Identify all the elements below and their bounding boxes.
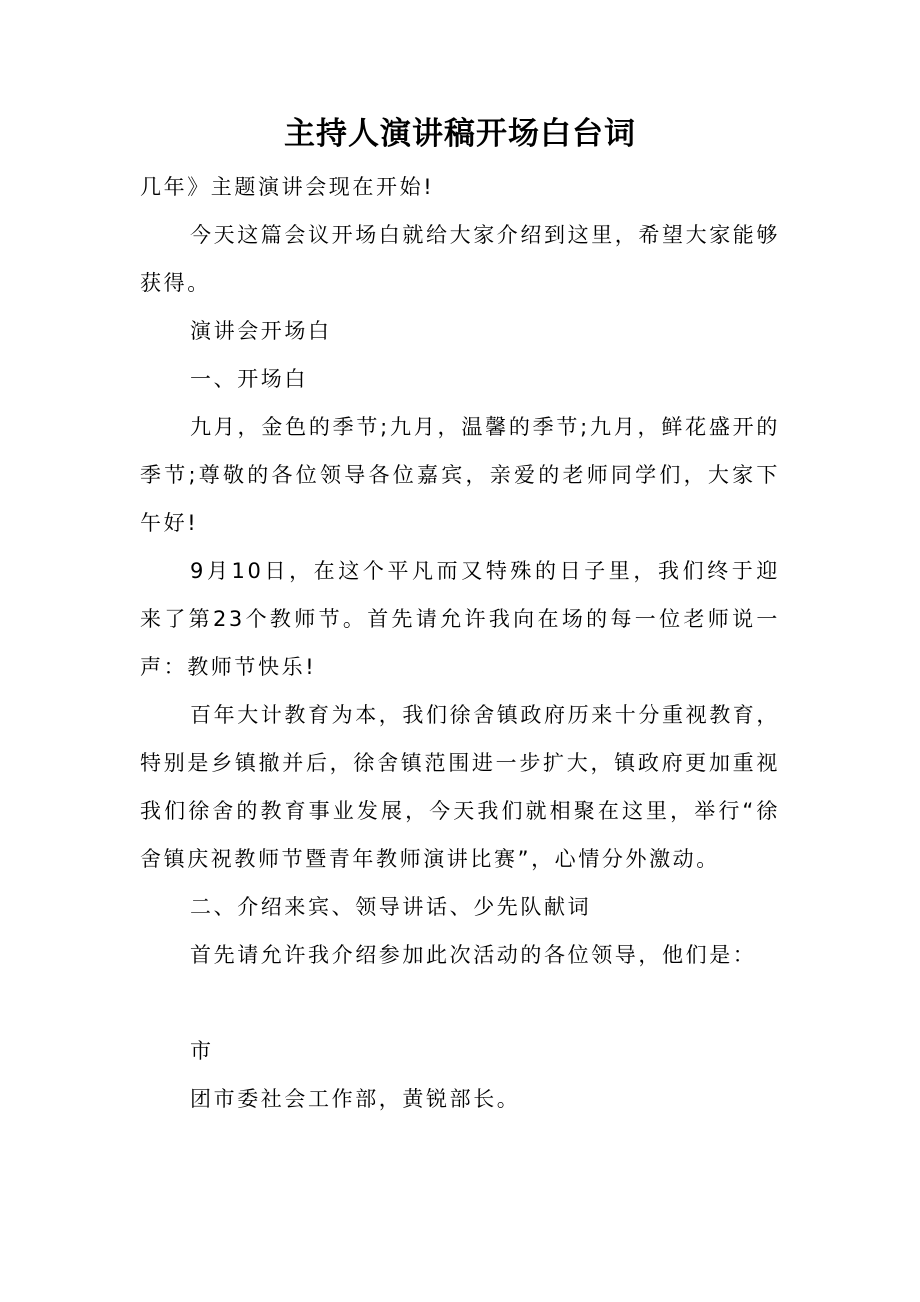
document-body <box>140 163 780 1123</box>
blank-line <box>140 979 780 1027</box>
paragraph-3: 演讲会开场白 <box>190 319 332 343</box>
section-heading-opening: 一、开场白 <box>190 367 308 391</box>
paragraph-6: 9月10日，在这个平凡而又特殊的日子里，我们终于迎来了第23个教师节。首先请允许我向在场的每一位老师说一声：教师节快乐! <box>140 559 780 679</box>
paragraph-5: 九月，金色的季节;九月，温馨的季节;九月，鲜花盛开的季节;尊敬的各位领导各位嘉宾，亲爱的老师同学们，大家下午好! <box>140 415 780 535</box>
paragraph-7: 百年大计教育为本，我们徐舍镇政府历来十分重视教育，特别是乡镇撤并后，徐舍镇范围进一步扩大，镇政府更加重视我们徐舍的教育事业发展，今天我们就相聚在这里，举行“徐舍镇庆祝教师节暨青年教师演讲比赛”，心情分外激动。 <box>140 703 780 871</box>
paragraph-1: 几年》主题演讲会现在开始! <box>140 175 435 199</box>
paragraph-11: 团市委社会工作部，黄锐部长。 <box>190 1087 521 1111</box>
paragraph-2: 今天这篇会议开场白就给大家介绍到这里，希望大家能够获得。 <box>140 223 780 295</box>
document-title: 主持人演讲稿开场白台词 <box>284 116 636 152</box>
paragraph-9: 首先请允许我介绍参加此次活动的各位领导，他们是： <box>190 943 757 967</box>
section-heading-guests: 二、介绍来宾、领导讲话、少先队献词 <box>190 895 592 919</box>
paragraph-10: 市 <box>190 1039 214 1063</box>
